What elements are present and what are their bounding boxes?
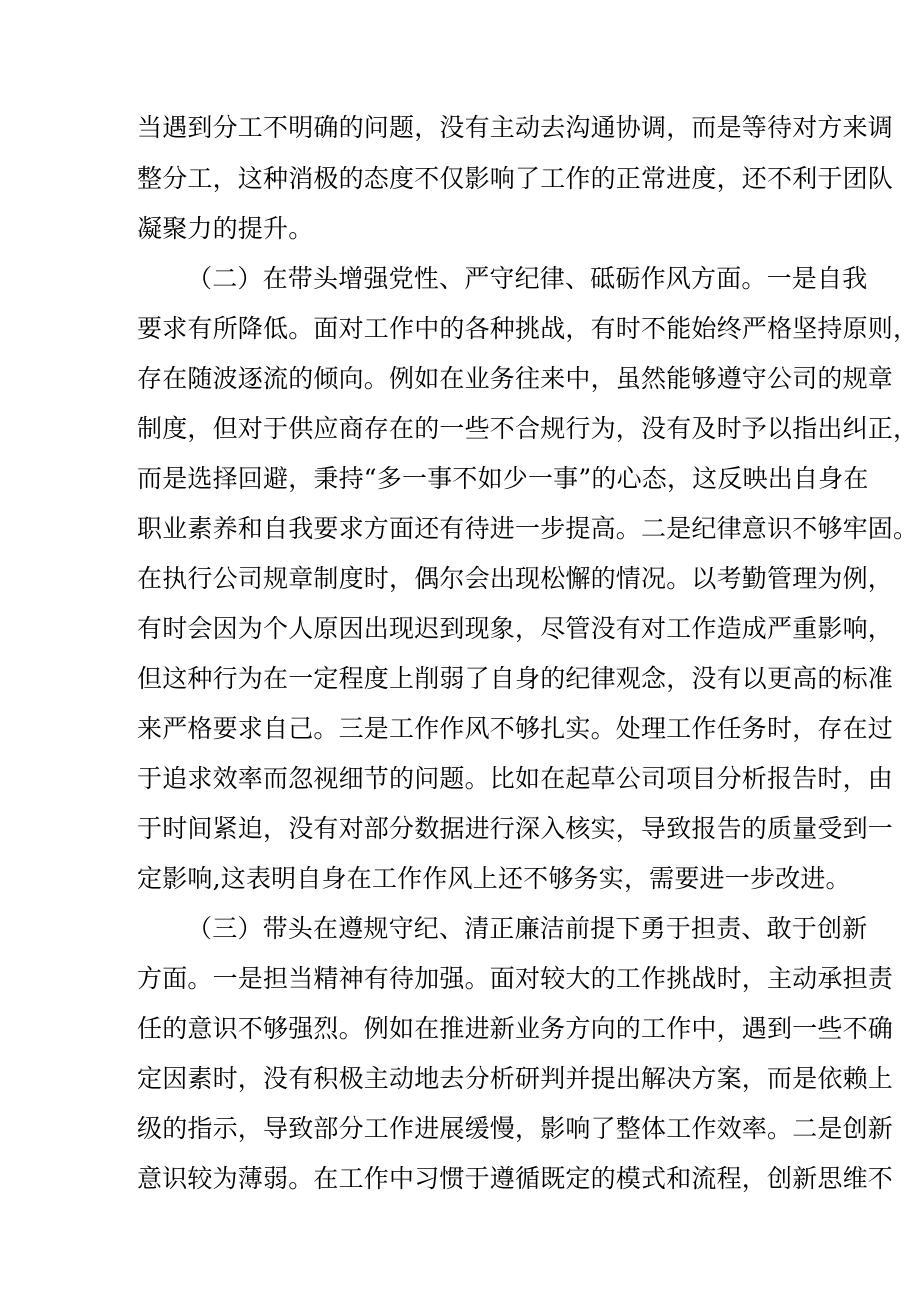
text-line: 凝聚力的提升。: [137, 214, 314, 243]
text-line: 任的意识不够强烈。例如在推进新业务方向的工作中，遇到一些不确: [137, 1014, 894, 1043]
text-line: 来严格要求自己。三是工作作风不够扎实。处理工作任务时，存在过: [137, 714, 894, 743]
text-line: 而是选择回避，秉持“多一事不如少一事”的心态，这反映出自身在: [137, 464, 869, 493]
text-line: 要求有所降低。面对工作中的各种挑战，有时不能始终严格坚持原则，: [137, 314, 919, 343]
text-line: 当遇到分工不明确的问题，没有主动去沟通协调，而是等待对方来调: [137, 113, 894, 142]
text-line: 定因素时，没有积极主动地去分析研判并提出解决方案，而是依赖上: [137, 1064, 894, 1093]
text-line: 存在随波逐流的倾向。例如在业务往来中，虽然能够遵守公司的规章: [137, 364, 894, 393]
text-line: 方面。一是担当精神有待加强。面对较大的工作挑战时，主动承担责: [137, 964, 894, 993]
text-line: 定影响,这表明自身在工作作风上还不够务实，需要进一步改进。: [137, 864, 851, 893]
text-line: 职业素养和自我要求方面还有待进一步提高。二是纪律意识不够牢固。: [137, 514, 919, 543]
text-line: 意识较为薄弱。在工作中习惯于遵循既定的模式和流程，创新思维不: [137, 1164, 894, 1193]
text-line: 有时会因为个人原因出现迟到现象，尽管没有对工作造成严重影响，: [137, 614, 894, 643]
section-heading-line: （二）在带头增强党性、严守纪律、砥砺作风方面。一是自我: [187, 264, 868, 293]
text-line: 但这种行为在一定程度上削弱了自身的纪律观念，没有以更高的标准: [137, 664, 894, 693]
text-line: 制度，但对于供应商存在的一些不合规行为，没有及时予以指出纠正，: [137, 414, 919, 443]
text-line: 级的指示，导致部分工作进展缓慢，影响了整体工作效率。二是创新: [137, 1114, 894, 1143]
text-line: 在执行公司规章制度时，偶尔会出现松懈的情况。以考勤管理为例，: [137, 564, 894, 593]
text-line: 于追求效率而忽视细节的问题。比如在起草公司项目分析报告时，由: [137, 764, 894, 793]
section-heading-line: （三）带头在遵规守纪、清正廉洁前提下勇于担责、敢于创新: [187, 914, 868, 943]
text-line: 于时间紧迫，没有对部分数据进行深入核实，导致报告的质量受到一: [137, 814, 894, 843]
text-line: 整分工，这种消极的态度不仅影响了工作的正常进度，还不利于团队: [137, 164, 894, 193]
